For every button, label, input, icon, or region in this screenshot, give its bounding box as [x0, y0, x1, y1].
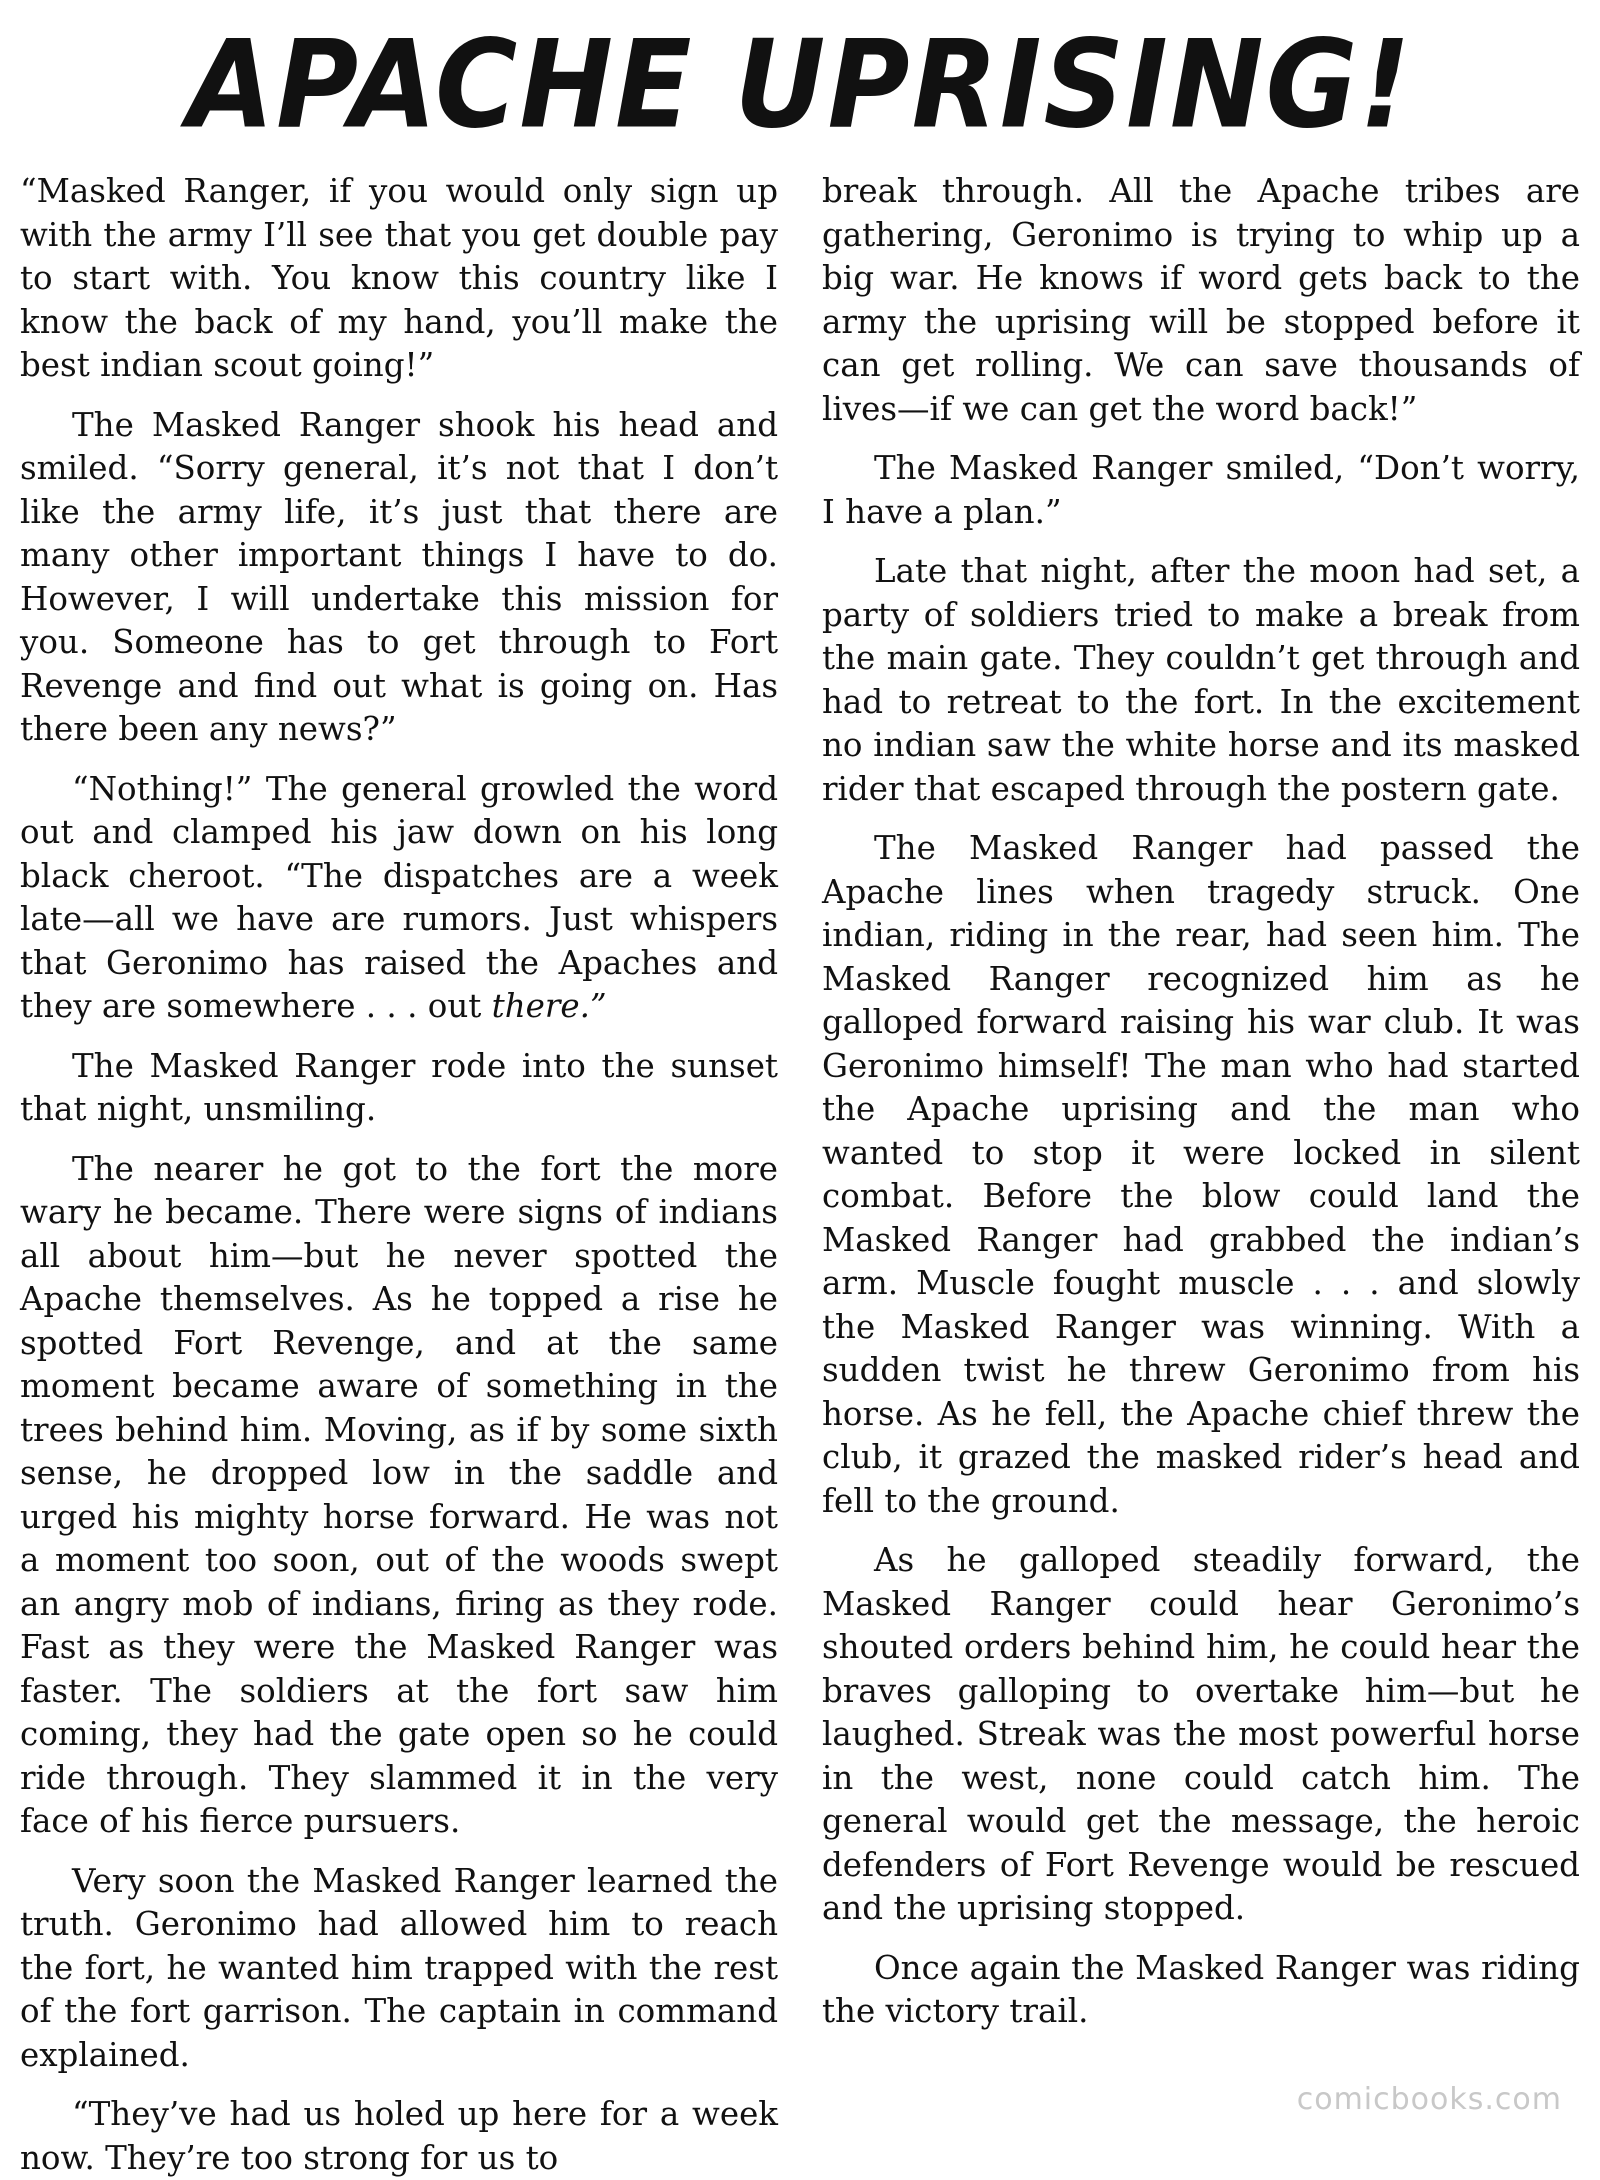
paragraph: Late that night, after the moon had set, a party of soldiers tried to make a break from the main gate. They couldn’t get through and had to retreat to the fort. In the excitement no indian saw the white horse and its masked rider that escaped through the postern gate.: [822, 552, 1580, 808]
paragraph: The Masked Ranger shook his head and smiled. “Sorry general, it’s not that I don’t like the army life, it’s just that there are many other important things I have to do. However, I will undertake this mission for you. Someone has to get through to Fort Revenge and find out what is going on. Has there been any news?”: [20, 405, 778, 748]
paragraph: As he galloped steadily forward, the Masked Ranger could hear Geronimo’s shouted orders behind him, he could hear the braves galloping to overtake him—but he laughed. Streak was the most powerful horse in the west, none could catch him. The general would get the message, the heroic defenders of Fort Revenge would be rescued and the uprising stopped.: [822, 1541, 1580, 1927]
paragraph: “Masked Ranger, if you would only sign up with the army I’ll see that you get double pay to start with. You know this country like I know the back of my hand, you’ll make the best indian scout going!”: [20, 172, 778, 384]
paragraph: The Masked Ranger smiled, “Don’t worry, I have a plan.”: [822, 449, 1580, 531]
paragraph: The Masked Ranger had passed the Apache lines when tragedy struck. One indian, riding in the rear, had seen him. The Masked Ranger recognized him as he galloped forward raising his war club. It was Geronimo himself! The man who had started the Apache uprising and the man who wanted to stop it were locked in silent combat. Before the blow could land the Masked Ranger had grabbed the indian’s arm. Muscle fought muscle . . . and slowly the Masked Ranger was winning. With a sudden twist he threw Geronimo from his horse. As he fell, the Apache chief threw the club, it grazed the masked rider’s head and fell to the ground.: [822, 829, 1580, 1520]
italic-word: there.”: [491, 987, 607, 1025]
paragraph: [20, 768, 778, 1029]
paragraph: Very soon the Masked Ranger learned the truth. Geronimo had allowed him to reach the fort, he wanted him trapped with the rest of the fort garrison. The captain in command explained.: [20, 1861, 778, 2074]
left-column: [20, 170, 778, 2177]
paragraph: break through. All the Apache tribes are gathering, Geronimo is trying to whip up a big war. He knows if word gets back to the army the uprising will be stopped before it can get rolling. We can save thousands of lives—if we can get the word back!”: [822, 172, 1580, 428]
paragraph-text: “Nothing!” The general growled the word out and clamped his jaw down on his long black cheroot. “The dispatches are a week late—all we have are rumors. Just whispers that Geronimo has raised the Apaches and they are somewhere . . . out: [20, 769, 778, 1025]
right-column: [822, 170, 1580, 2105]
watermark-text: comicbooks.com: [1296, 2082, 1562, 2117]
paragraph: Once again the Masked Ranger was riding the victory trail.: [822, 1948, 1580, 2030]
paragraph: The Masked Ranger rode into the sunset that night, unsmiling.: [20, 1046, 778, 1128]
paragraph: The nearer he got to the fort the more wary he became. There were signs of indians all about him—but he never spotted the Apache themselves. As he topped a rise he spotted Fort Revenge, and at the same moment became aware of something in the trees behind him. Moving, as if by some sixth sense, he dropped low in the saddle and urged his mighty horse forward. He was not a moment too soon, out of the woods swept an angry mob of indians, firing as they rode. Fast as they were the Masked Ranger was faster. The soldiers at the fort saw him coming, they had the gate open so he could ride through. They slammed it in the very face of his fierce pursuers.: [20, 1149, 778, 1840]
paragraph: “They’ve had us holed up here for a week now. They’re too strong for us to: [20, 2095, 778, 2177]
text-columns: [20, 170, 1580, 2177]
story-title: APACHE UPRISING!: [187, 15, 1413, 156]
